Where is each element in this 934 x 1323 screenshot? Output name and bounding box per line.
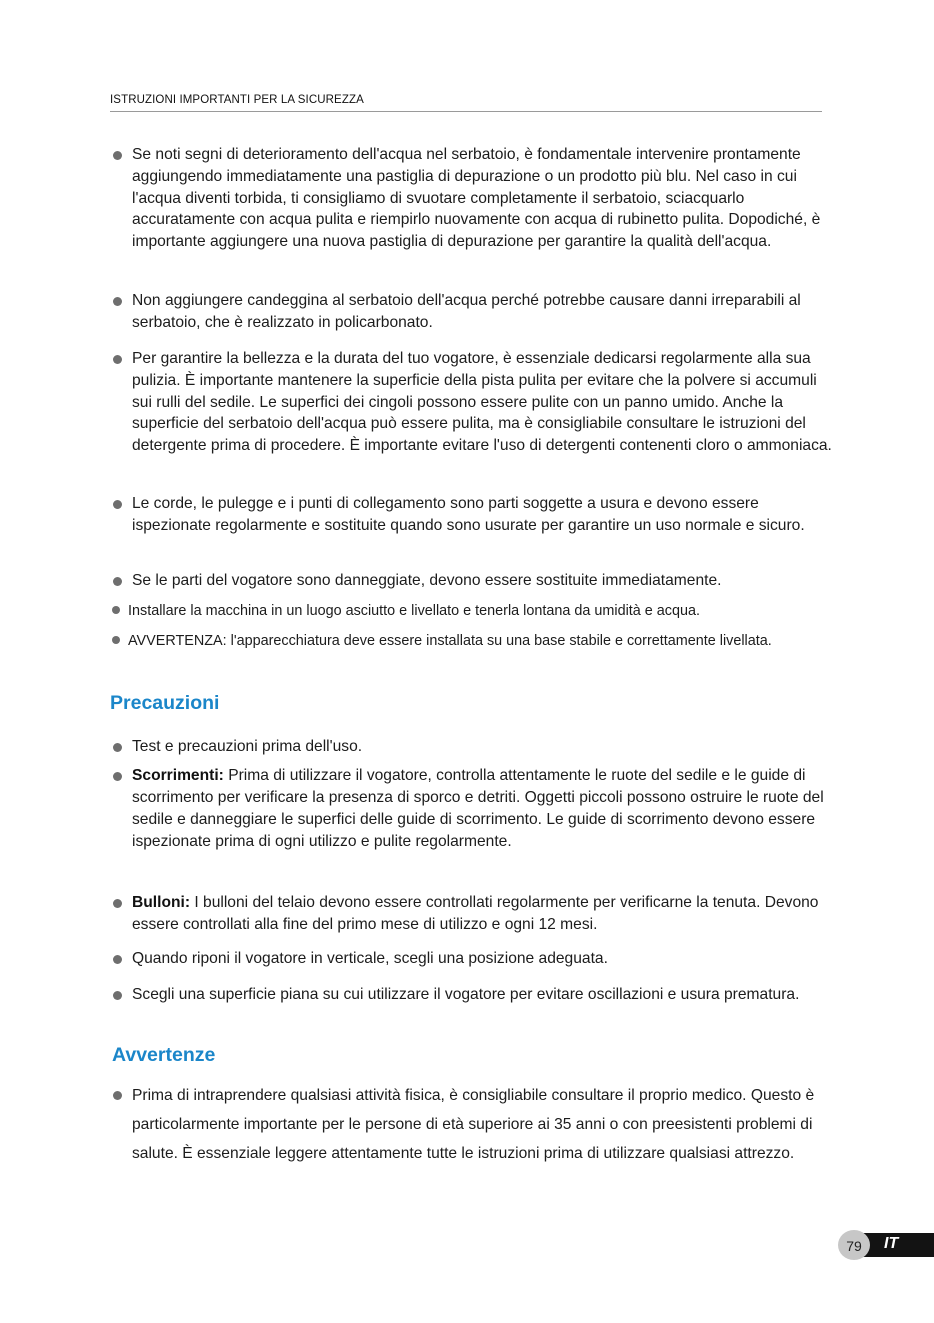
section-heading-precauzioni: Precauzioni xyxy=(110,692,220,714)
precaution-item-text: Quando riponi il vogatore in verticale, scegli una posizione adeguata. xyxy=(132,950,608,967)
page-header-title: ISTRUZIONI IMPORTANTI PER LA SICUREZZA xyxy=(110,94,822,112)
safety-item-text: AVVERTENZA: l'apparecchiatura deve essere installata su una base stabile e correttamente livellata. xyxy=(128,633,772,649)
warning-item-consult-doctor xyxy=(132,1081,837,1168)
precaution-item-label: Bulloni: xyxy=(132,894,191,911)
precaution-item-label: Scorrimenti: xyxy=(132,767,224,784)
bullet-icon xyxy=(113,899,122,908)
precaution-item-test xyxy=(132,736,837,758)
language-code: IT xyxy=(884,1235,899,1252)
precaution-item-bulloni xyxy=(132,892,837,936)
page-footer xyxy=(838,1233,934,1257)
page-number: 79 xyxy=(846,1238,862,1254)
safety-item-install-dry xyxy=(128,600,833,622)
bullet-icon xyxy=(113,577,122,586)
precaution-item-text: Scegli una superficie piana su cui utilizzare il vogatore per evitare oscillazioni e usura prematura. xyxy=(132,986,800,1003)
safety-item-text: Installare la macchina in un luogo asciutto e livellato e tenerla lontana da umidità e acqua. xyxy=(128,603,700,619)
precaution-item-storage xyxy=(132,948,837,970)
safety-item-text: Per garantire la bellezza e la durata del tuo vogatore, è essenziale dedicarsi regolarmente alla sua pulizia. È importante mantenere la superficie della pista pulita per evitare che la polvere si accumuli sui rulli del sedile. Le superfici dei cingoli possono essere pulite con un panno umido. Anche la superficie del serbatoio dell'acqua può essere pulita, ma è consigliabile consultare le istruzioni del detergente prima di procedere. È importante evitare l'uso di detergenti contenenti cloro o ammoniaca. xyxy=(132,350,832,455)
bullet-icon xyxy=(112,606,120,614)
bullet-icon xyxy=(113,500,122,509)
section-heading-avvertenze: Avvertenze xyxy=(112,1044,216,1066)
precaution-item-text: Prima di utilizzare il vogatore, controlla attentamente le ruote del sedile e le guide di scorrimento per verificare la presenza di sporco e detriti. Oggetti piccoli possono ostruire le ruote del sedile e danneggiare le superfici delle guide di scorrimento. Le guide di scorrimento devono essere ispezionate prima di ogni utilizzo e pulite regolarmente. xyxy=(132,767,824,850)
bullet-icon xyxy=(113,355,122,364)
precaution-item-text: I bulloni del telaio devono essere controllati regolarmente per verificarne la tenuta. Devono essere controllati alla fine del primo mese di utilizzo e ogni 12 mesi. xyxy=(132,894,819,933)
bullet-icon xyxy=(113,955,122,964)
bullet-icon xyxy=(113,151,122,160)
bullet-icon xyxy=(113,991,122,1000)
bullet-icon xyxy=(112,636,120,644)
bullet-icon xyxy=(113,297,122,306)
safety-item-water-deterioration xyxy=(132,144,837,253)
safety-item-warning-level xyxy=(128,630,818,652)
warning-item-text: Prima di intraprendere qualsiasi attività fisica, è consigliabile consultare il proprio medico. Questo è particolarmente importante per le persone di età superiore ai 35 anni o con preesistenti problemi di salute. È essenziale leggere attentamente tutte le istruzioni prima di utilizzare qualsiasi attrezzo. xyxy=(132,1087,815,1162)
safety-item-damaged-parts xyxy=(132,570,837,592)
bullet-icon xyxy=(113,772,122,781)
safety-item-text: Se noti segni di deterioramento dell'acqua nel serbatoio, è fondamentale intervenire prontamente aggiungendo immediatamente una pastiglia di depurazione o un prodotto più blu. Nel caso in cui l'acqua diventi torbida, ti consigliamo di svuotare completamente il serbatoio, sciacquarlo accuratamente con acqua pulita e riempirlo nuovamente con acqua di rubinetto pulita. Dopodiché, è importante aggiungere una nuova pastiglia di depurazione per garantire la qualità dell'acqua. xyxy=(132,146,821,251)
safety-item-text: Se le parti del vogatore sono danneggiate, devono essere sostituite immediatamente. xyxy=(132,572,722,589)
safety-item-text: Non aggiungere candeggina al serbatoio dell'acqua perché potrebbe causare danni irreparabili al serbatoio, che è realizzato in policarbonato. xyxy=(132,292,801,331)
precaution-item-scorrimenti xyxy=(132,765,837,853)
bullet-icon xyxy=(113,743,122,752)
precaution-item-text: Test e precauzioni prima dell'uso. xyxy=(132,738,363,755)
precaution-item-flat-surface xyxy=(132,984,837,1006)
safety-item-no-bleach xyxy=(132,290,837,334)
bullet-icon xyxy=(113,1091,122,1100)
safety-item-ropes xyxy=(132,493,837,537)
safety-item-text: Le corde, le pulegge e i punti di collegamento sono parti soggette a usura e devono essere ispezionate regolarmente e sostituite quando sono usurate per garantire un uso normale e sicuro. xyxy=(132,495,805,534)
safety-item-cleaning xyxy=(132,348,837,457)
